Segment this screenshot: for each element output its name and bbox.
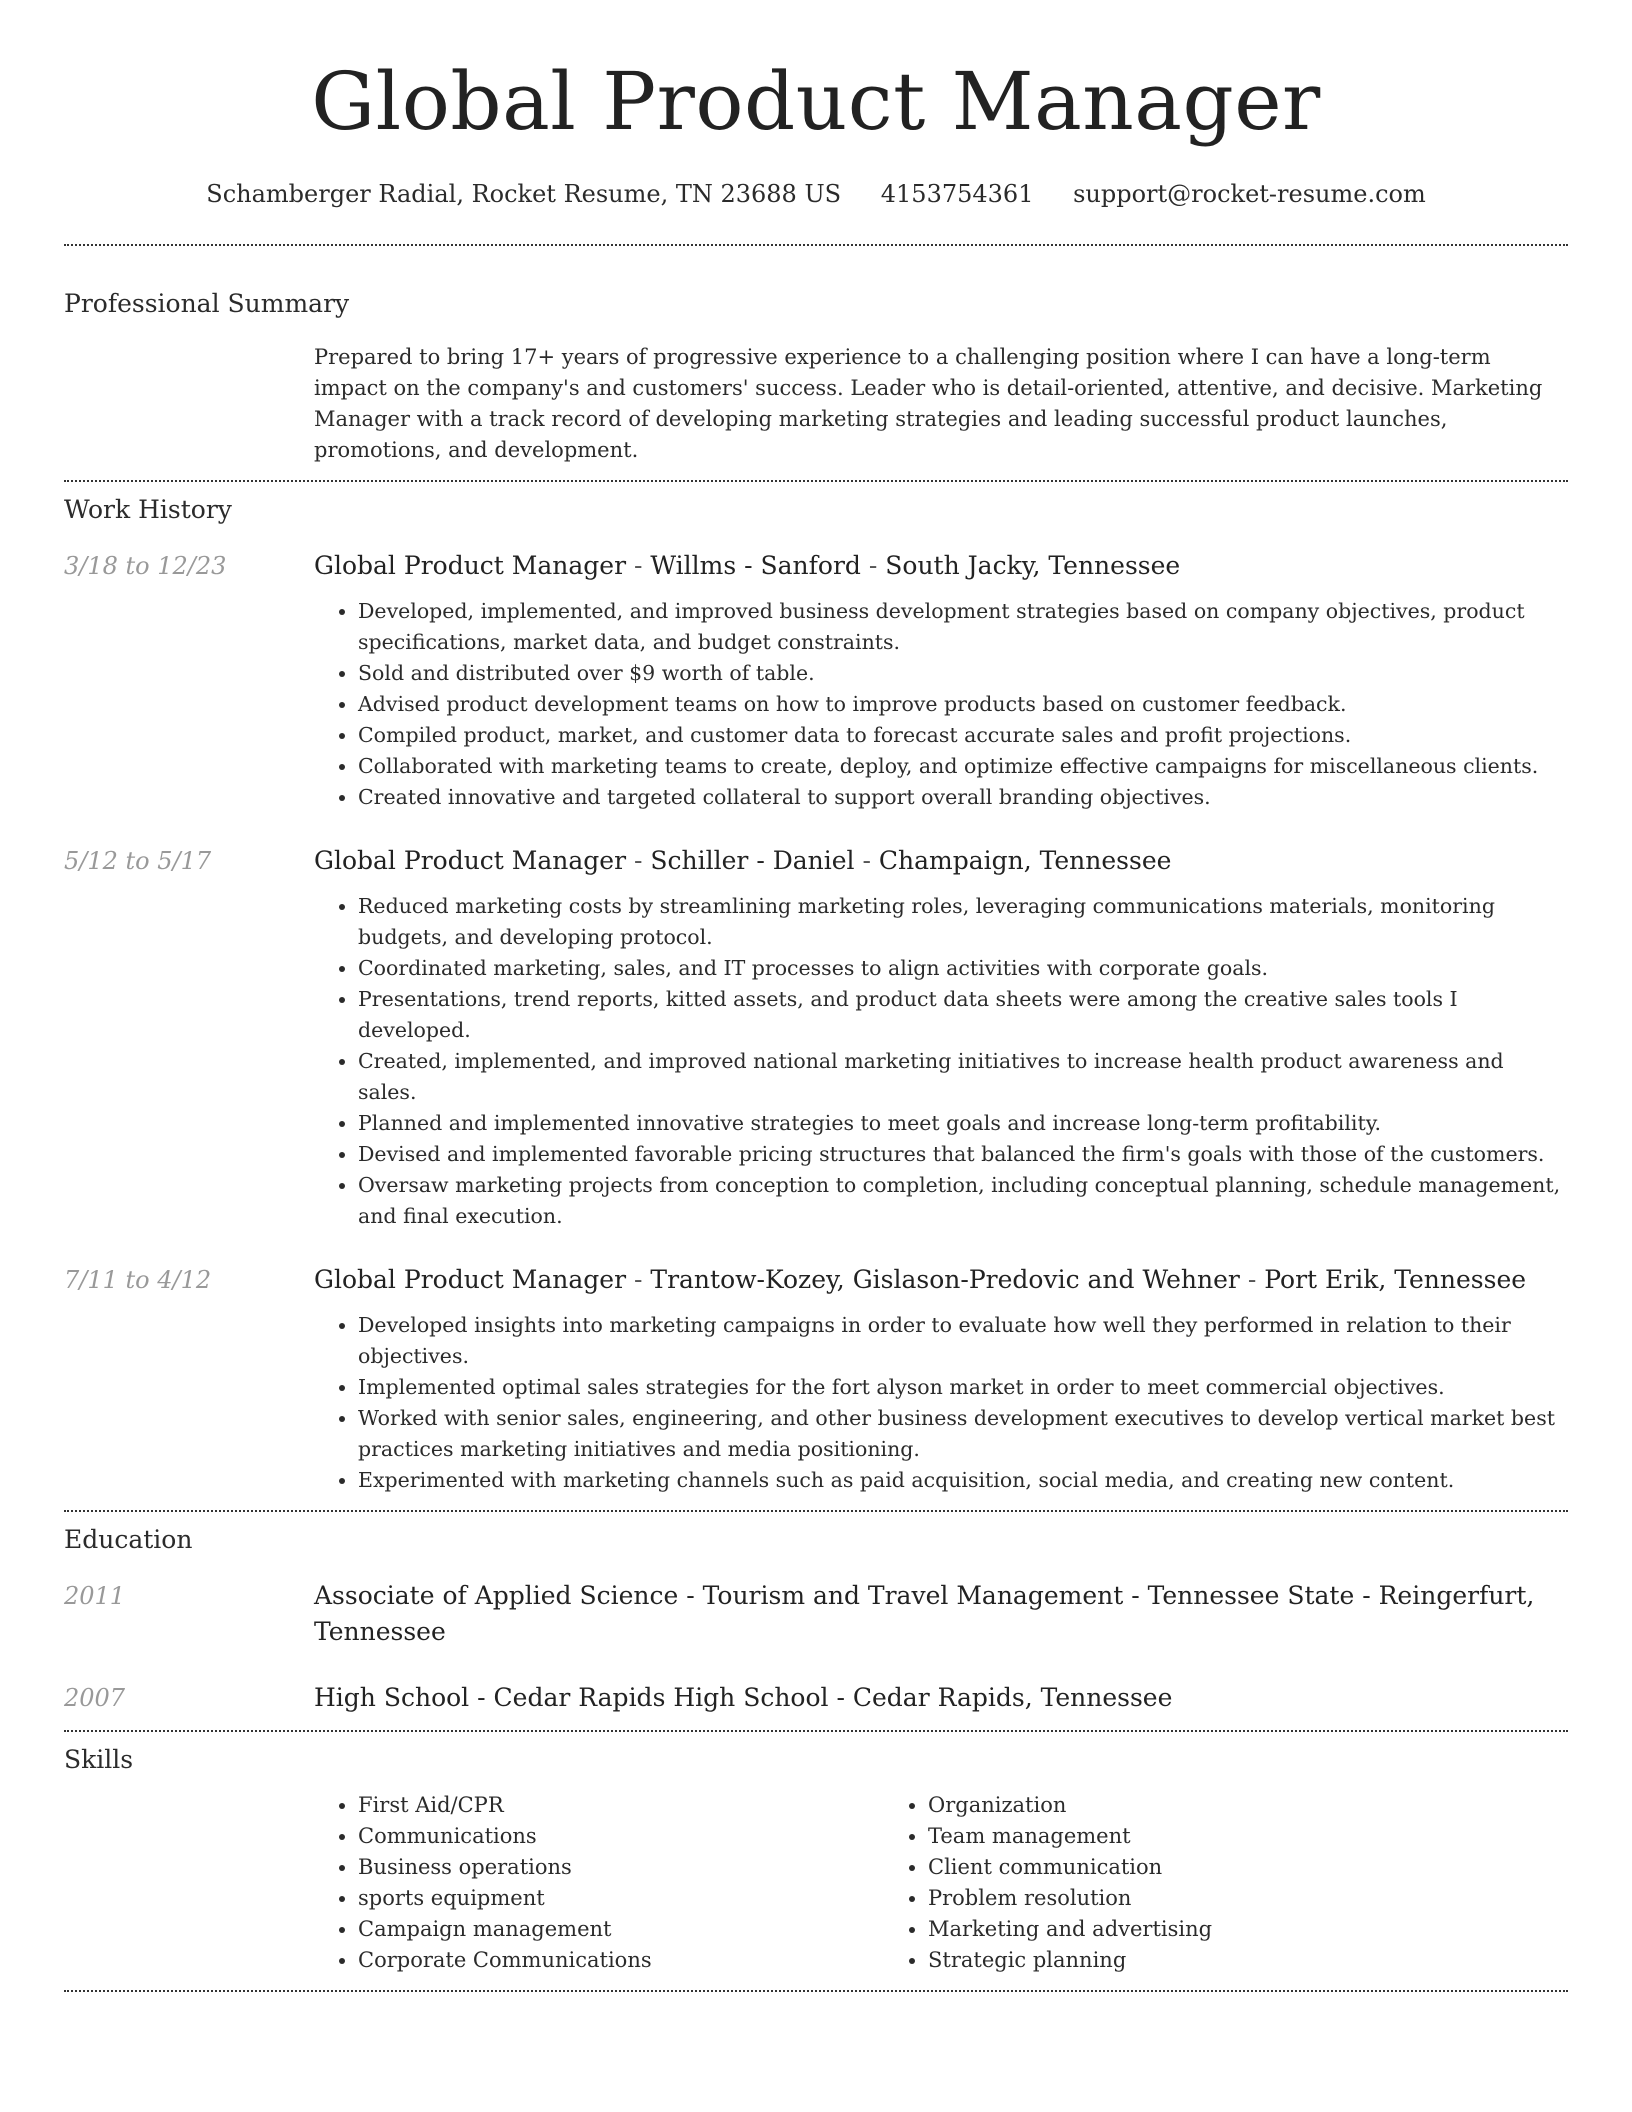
job-company: Schiller - Daniel <box>650 846 855 875</box>
job-role: Global Product Manager <box>314 1265 627 1294</box>
skills-heading: Skills <box>64 1745 134 1774</box>
skills-columns <box>314 1790 1568 1990</box>
contact-line <box>64 178 1568 210</box>
summary-text: Prepared to bring 17+ years of progressive experience to a challenging position where I can have a long-term impact on the company's and customers' success. Leader who is detail-oriented, attentive, and decisive. Marketing Manager with a track record of developing marketing strategies and leading successful product launches, promotions, and development. <box>314 345 1543 462</box>
job-bullets <box>314 891 1568 1232</box>
list-item: • Sold and distributed over $9 worth of table. <box>358 658 1568 689</box>
job-title-line: Global Product Manager - Willms - Sanford - South Jacky, Tennessee <box>314 551 1181 580</box>
job-location: Champaign, Tennessee <box>878 846 1172 875</box>
job-title-line: Global Product Manager - Trantow-Kozey, Gislason-Predovic and Wehner - Port Erik, Tennessee <box>314 1265 1527 1294</box>
list-item: • Developed insights into marketing campaigns in order to evaluate how well they performed in relation to their objectives. <box>358 1310 1568 1372</box>
list-item: • Compiled product, market, and customer data to forecast accurate sales and profit projections. <box>358 720 1568 751</box>
skills-list-right <box>884 1790 1454 1976</box>
education-section <box>64 1512 1568 1716</box>
job-company: Trantow-Kozey, Gislason-Predovic and Wehner <box>650 1265 1240 1294</box>
skill-item: • Communications <box>358 1821 884 1852</box>
education-date: 2007 <box>64 1684 126 1712</box>
list-item: • Experimented with marketing channels such as paid acquisition, social media, and creating new content. <box>358 1465 1568 1496</box>
education-degree: High School <box>314 1683 470 1712</box>
list-item: • Developed, implemented, and improved business development strategies based on company objectives, product specifications, market data, and budget constraints. <box>358 596 1568 658</box>
list-item: • Created, implemented, and improved national marketing initiatives to increase health product awareness and sales. <box>358 1046 1568 1108</box>
job-company: Willms - Sanford <box>650 551 861 580</box>
education-body: High School - Cedar Rapids High School - Cedar Rapids, Tennessee <box>314 1683 1173 1712</box>
skill-item: • sports equipment <box>358 1883 884 1914</box>
contact-address: Schamberger Radial, Rocket Resume, TN 23688 US <box>206 180 842 208</box>
education-heading: Education <box>64 1525 193 1554</box>
job-body <box>314 843 1568 1232</box>
skill-item: • Team management <box>928 1821 1454 1852</box>
skill-item: • Strategic planning <box>928 1945 1454 1976</box>
list-item: • Planned and implemented innovative strategies to meet goals and increase long-term profitability. <box>358 1108 1568 1139</box>
job-location: South Jacky, Tennessee <box>885 551 1181 580</box>
education-date: 2011 <box>64 1582 126 1610</box>
job-body <box>314 548 1568 813</box>
list-item: • Presentations, trend reports, kitted assets, and product data sheets were among the creative sales tools I developed. <box>358 984 1568 1046</box>
list-item: • Oversaw marketing projects from conception to completion, including conceptual planning, schedule management, and final execution. <box>358 1170 1568 1232</box>
section-divider <box>64 1990 1568 1992</box>
skills-list-left <box>314 1790 884 1976</box>
skill-item: • Campaign management <box>358 1914 884 1945</box>
candidate-name: Global Product Manager <box>311 55 1321 148</box>
education-degree: Associate of Applied Science - Tourism and Travel Management <box>314 1581 1124 1610</box>
education-body: Associate of Applied Science - Tourism and Travel Management - Tennessee State - Reingerfurt, Tennessee <box>314 1581 1535 1646</box>
list-item: • Advised product development teams on how to improve products based on customer feedback. <box>358 689 1568 720</box>
job-role: Global Product Manager <box>314 551 627 580</box>
job-title-line: Global Product Manager - Schiller - Daniel - Champaign, Tennessee <box>314 846 1172 875</box>
job-date: 7/11 to 4/12 <box>64 1266 212 1294</box>
education-entry <box>64 1578 1568 1650</box>
summary-section <box>64 246 1568 480</box>
job-entry <box>64 843 1568 1232</box>
list-item: • Coordinated marketing, sales, and IT processes to align activities with corporate goals. <box>358 953 1568 984</box>
list-item: • Devised and implemented favorable pricing structures that balanced the firm's goals with those of the customers. <box>358 1139 1568 1170</box>
summary-heading: Professional Summary <box>64 289 350 318</box>
skill-item: • Organization <box>928 1790 1454 1821</box>
skill-item: • Business operations <box>358 1852 884 1883</box>
education-school: Cedar Rapids High School - Cedar Rapids, Tennessee <box>493 1683 1173 1712</box>
list-item: • Collaborated with marketing teams to create, deploy, and optimize effective campaigns for miscellaneous clients. <box>358 751 1568 782</box>
job-date: 5/12 to 5/17 <box>64 847 212 875</box>
contact-phone: 4153754361 <box>880 180 1034 208</box>
job-location: Port Erik, Tennessee <box>1264 1265 1527 1294</box>
list-item: • Created innovative and targeted collateral to support overall branding objectives. <box>358 782 1568 813</box>
job-body <box>314 1262 1568 1510</box>
job-date: 3/18 to 12/23 <box>64 552 227 580</box>
skill-item: • Corporate Communications <box>358 1945 884 1976</box>
skills-section <box>64 1732 1568 1990</box>
work-history-heading: Work History <box>64 495 232 524</box>
job-entry <box>64 548 1568 813</box>
contact-email: support@rocket-resume.com <box>1073 180 1426 208</box>
job-bullets <box>314 1310 1568 1496</box>
resume-header <box>64 0 1568 210</box>
list-item: • Worked with senior sales, engineering, and other business development executives to develop vertical market best practices marketing initiatives and media positioning. <box>358 1403 1568 1465</box>
list-item: • Reduced marketing costs by streamlining marketing roles, leveraging communications materials, monitoring budgets, and developing protocol. <box>358 891 1568 953</box>
skill-item: • First Aid/CPR <box>358 1790 884 1821</box>
education-entry <box>64 1680 1568 1716</box>
skill-item: • Client communication <box>928 1852 1454 1883</box>
job-role: Global Product Manager <box>314 846 627 875</box>
job-entry <box>64 1262 1568 1510</box>
skill-item: • Problem resolution <box>928 1883 1454 1914</box>
job-bullets <box>314 596 1568 813</box>
list-item: • Implemented optimal sales strategies for the fort alyson market in order to meet commercial objectives. <box>358 1372 1568 1403</box>
work-history-section <box>64 482 1568 1510</box>
skill-item: • Marketing and advertising <box>928 1914 1454 1945</box>
education-school: Tennessee State - Reingerfurt, Tennessee <box>314 1581 1535 1646</box>
